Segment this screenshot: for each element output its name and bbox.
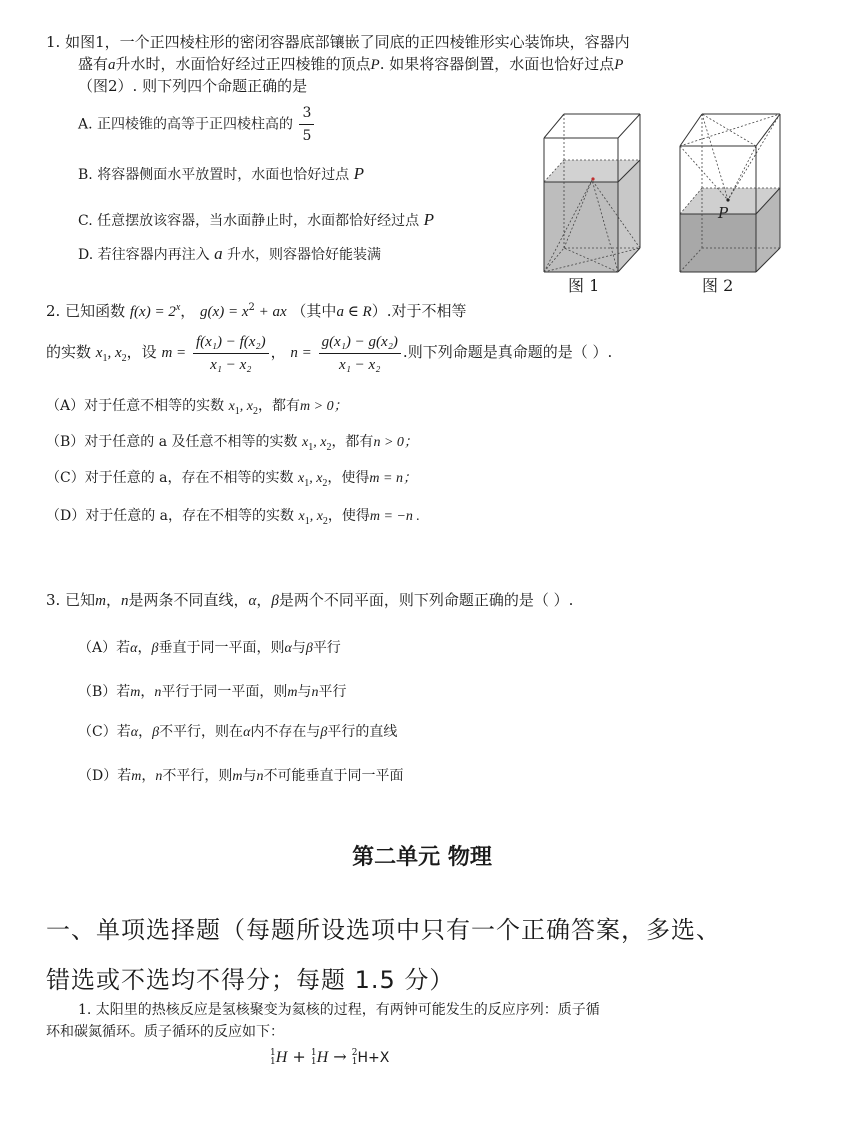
figure-1-prism-water-diagram — [536, 108, 652, 276]
unit-title: 第二单元 物理 — [352, 845, 492, 870]
q3-option-d: （D）若m，n不平行，则m与n不可能垂直于同一平面 — [78, 768, 404, 784]
water-front — [680, 214, 756, 272]
q1-option-a: A. 正四棱锥的高等于正四棱柱高的 $\frac{3}{5}$ — [78, 102, 316, 147]
q3-option-c: （C）若α，β不平行，则在α内不存在与β平行的直线 — [78, 724, 398, 740]
figure-1-caption: 图 1 — [568, 276, 600, 295]
section-heading-line2: 错选或不选均不得分；每题 1.5 分） — [46, 966, 455, 994]
q2-option-a: （A）对于任意不相等的实数 $x_1$, $x_2$，都有m > 0； — [46, 398, 348, 417]
q3-line1: 3. 已知m，n是两条不同直线，α，β是两个不同平面，则下列命题正确的是（ ）. — [46, 591, 574, 609]
m-fraction: $\frac{\text{f(x₁) − f(x₂)}}{\text{x₁ − x₂}}$ — [193, 331, 269, 376]
q2-line2: 的实数 $x_1$, $x_2$，设 m = $\frac{\text{f(x₁) − f(x₂)}}{\text{x₁ − x₂}}$ ， n = $\frac{\text{g(x₁) − g(x₂)}}{\text{x₁ − x₂}}$ .则下列命题是真命题的是（ ）. — [46, 330, 612, 381]
q1-option-c: C. 任意摆放该容器，当水面静止时，水面都恰好经过点 P — [78, 210, 434, 229]
physics-q1-line2: 环和碳氮循环。质子循环的反应如下： — [46, 1024, 284, 1040]
q3-option-b: （B）若m，n平行于同一平面，则m与n平行 — [78, 684, 347, 700]
q2-option-c: （C）对于任意的 a，存在不相等的实数 $x_1$, $x_2$，使得m = n； — [46, 470, 417, 489]
n-fraction: $\frac{\text{g(x₁) − g(x₂)}}{\text{x₁ − x₂}}$ — [319, 331, 401, 376]
q3-option-a: （A）若α，β垂直于同一平面，则α与β平行 — [78, 640, 341, 656]
figure-2-inverted-prism-diagram — [676, 108, 788, 276]
figure-2-caption: 图 2 — [702, 276, 734, 295]
section-heading-line1: 一、单项选择题（每题所设选项中只有一个正确答案，多选、 — [46, 916, 721, 944]
q2-line1: 2. 已知函数 $f(x) = 2^x$， $g(x) = x^2$ + ax （其中a ∈ R）.对于不相等 — [46, 302, 467, 320]
apex-point-p — [591, 177, 594, 180]
apex-point-p — [726, 198, 729, 201]
reaction-equation: 1 1H + 1 1H → 2 1H+X — [270, 1047, 390, 1067]
q1-line2: 盛有a升水时，水面恰好经过正四棱锥的顶点P. 如果将容器倒置，水面也恰好过点P — [78, 55, 624, 73]
physics-q1-line1: 1. 太阳里的热核反应是氢核聚变为氦核的过程，有两钟可能发生的反应序列：质子循 — [78, 1002, 600, 1018]
q1-line3: （图2）. 则下列四个命题正确的是 — [78, 77, 308, 95]
q2-option-b: （B）对于任意的 a 及任意不相等的实数 $x_1$, $x_2$，都有n > 0； — [46, 434, 418, 453]
q1-line1: 1. 如图1，一个正四棱柱形的密闭容器底部镶嵌了同底的正四棱锥形实心装饰块，容器内 — [46, 33, 630, 51]
fraction-3-5: $\frac{3}{5}$ — [299, 102, 314, 147]
q1-option-b: B. 将容器侧面水平放置时，水面也恰好过点 P — [78, 164, 365, 183]
q1-option-d: D. 若往容器内再注入 a 升水，则容器恰好能装满 — [78, 244, 382, 263]
figure-2-point-label: P — [718, 204, 729, 222]
q2-option-d: （D）对于任意的 a，存在不相等的实数 $x_1$, $x_2$，使得m = −n . — [46, 508, 420, 527]
